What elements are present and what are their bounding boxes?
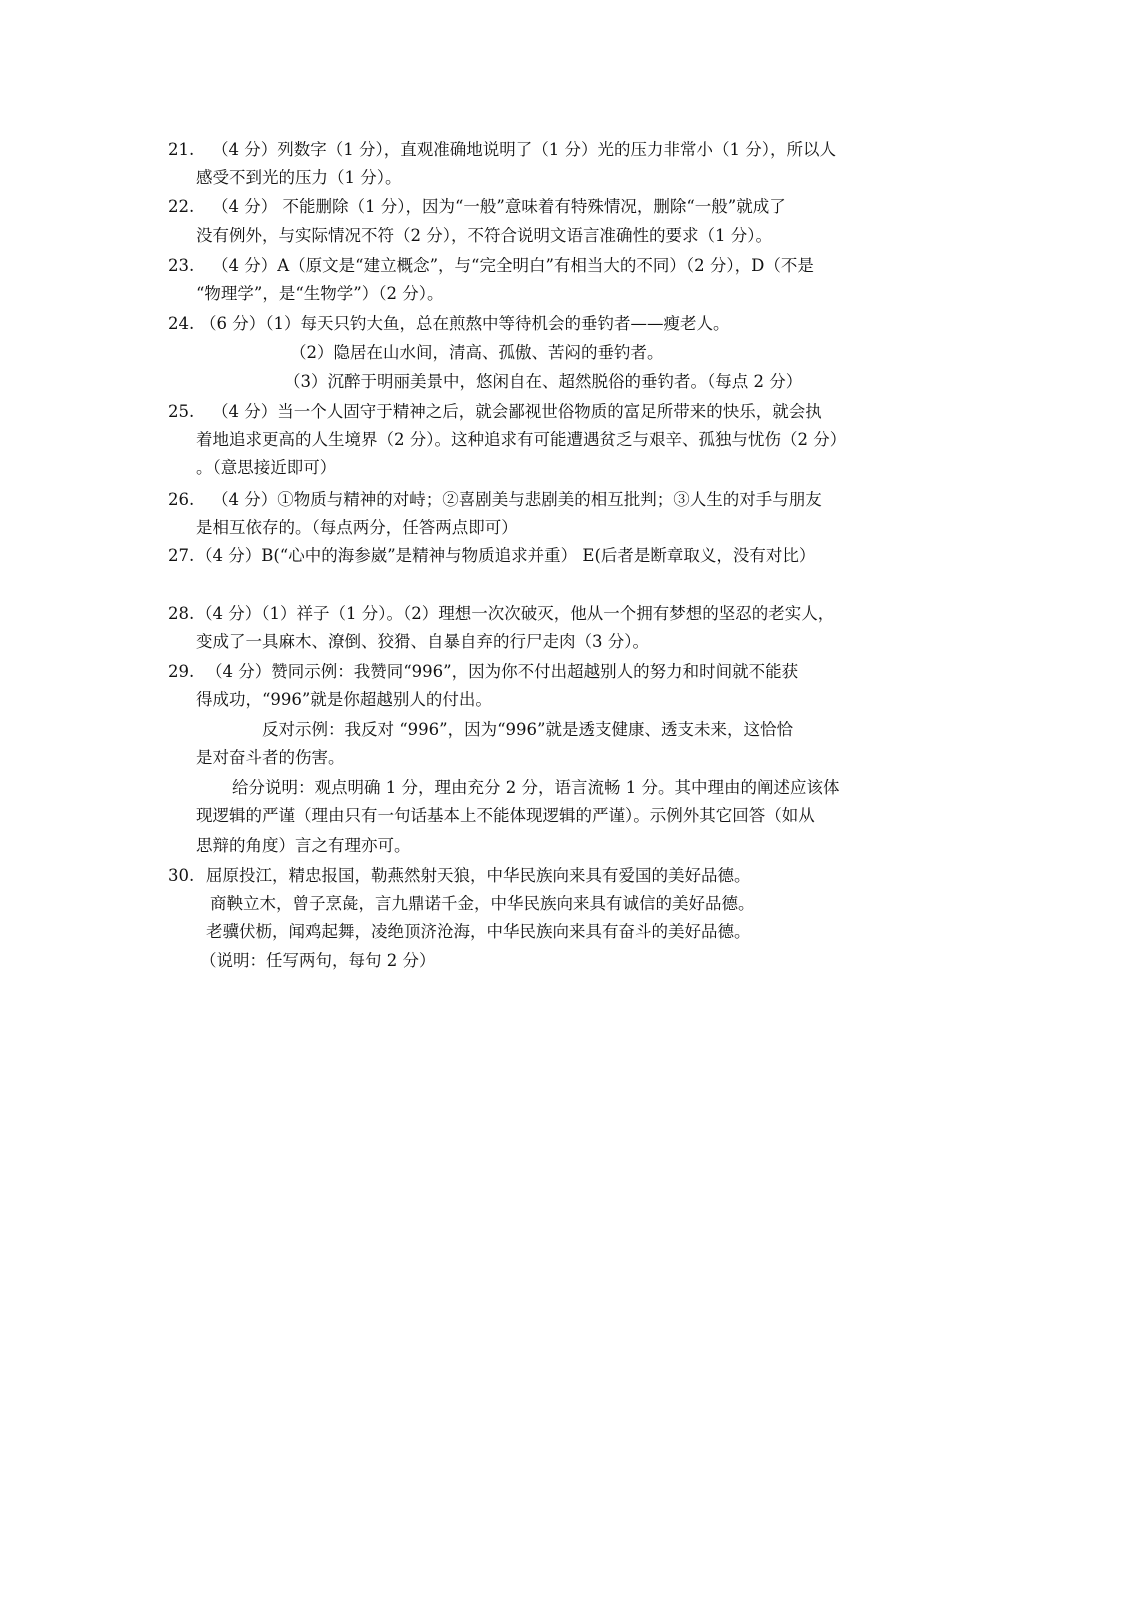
answer-29-line-6: 现逻辑的严谨（理由只有一句话基本上不能体现逻辑的严谨）。示例外其它回答（如从 (196, 806, 815, 825)
answer-29-line-1: （4 分）赞同示例：我赞同“996”，因为你不付出超越别人的努力和时间就不能获 (206, 662, 799, 681)
answer-30-line-1: 屈原投江，精忠报国，勒燕然射天狼，中华民族向来具有爱国的美好品德。 (206, 866, 751, 885)
answer-25-line-1: （4 分）当一个人固守于精神之后，就会鄙视世俗物质的富足所带来的快乐，就会执 (212, 402, 822, 421)
answer-27-number: 27. (168, 546, 195, 565)
answer-24-line-2: （2）隐居在山水间，清高、孤傲、苦闷的垂钓者。 (290, 343, 664, 362)
answer-29-line-4: 是对奋斗者的伤害。 (196, 748, 345, 767)
answer-21-line-2: 感受不到光的压力（1 分）。 (196, 168, 402, 187)
answer-24-number: 24. (168, 314, 195, 333)
answer-30-number: 30. (168, 866, 195, 885)
answer-28-line-2: 变成了一具麻木、潦倒、狡猾、自暴自弃的行尸走肉（3 分）。 (196, 632, 649, 651)
answer-22-line-1: （4 分） 不能删除（1 分），因为“一般”意味着有特殊情况，删除“一般”就成了 (212, 197, 786, 216)
answer-30-line-3: 老骥伏枥，闻鸡起舞，凌绝顶济沧海，中华民族向来具有奋斗的美好品德。 (206, 922, 751, 941)
answer-22-line-2: 没有例外，与实际情况不符（2 分），不符合说明文语言准确性的要求（1 分）。 (196, 226, 772, 245)
answer-28-line-1: （4 分）（1）祥子（1 分）。（2）理想一次次破灭，他从一个拥有梦想的坚忍的老实人， (196, 604, 835, 623)
answer-29-line-7: 思辩的角度）言之有理亦可。 (196, 836, 411, 855)
answer-26-line-1: （4 分）①物质与精神的对峙；②喜剧美与悲剧美的相互批判；③人生的对手与朋友 (212, 490, 822, 509)
answer-28-number: 28. (168, 604, 195, 623)
answer-23-line-1: （4 分）A（原文是“建立概念”，与“完全明白”有相当大的不同）（2 分），D（不是 (212, 256, 814, 275)
answer-26-number: 26. (168, 490, 195, 509)
answer-24-line-3: （3）沉醉于明丽美景中，悠闲自在、超然脱俗的垂钓者。（每点 2 分） (284, 372, 803, 391)
answer-21-number: 21. (168, 140, 195, 159)
answer-30-line-2: 商鞅立木，曾子烹彘，言九鼎诺千金，中华民族向来具有诚信的美好品德。 (210, 894, 755, 913)
answer-23-line-2: “物理学”，是“生物学”）（2 分）。 (196, 284, 444, 303)
answer-29-line-2: 得成功，“996”就是你超越别人的付出。 (196, 690, 492, 709)
answer-24-line-1: （6 分）（1）每天只钓大鱼，总在煎熬中等待机会的垂钓者——瘦老人。 (200, 314, 730, 333)
answer-25-line-2: 着地追求更高的人生境界（2 分）。这种追求有可能遭遇贫乏与艰辛、孤独与忧伤（2 分） (196, 430, 847, 449)
answer-29-number: 29. (168, 662, 195, 681)
answer-21-line-1: （4 分）列数字（1 分），直观准确地说明了（1 分）光的压力非常小（1 分），所以人 (212, 140, 836, 159)
answer-26-line-2: 是相互依存的。（每点两分，任答两点即可） (196, 518, 518, 537)
answer-25-number: 25. (168, 402, 195, 421)
answer-23-number: 23. (168, 256, 195, 275)
answer-27-line-1: （4 分）B(“心中的海参崴”是精神与物质追求并重） E(后者是断章取义，没有对比） (196, 546, 816, 565)
answer-25-line-3: 。（意思接近即可） (196, 458, 337, 477)
answer-22-number: 22. (168, 197, 195, 216)
answer-30-line-4: （说明：任写两句，每句 2 分） (200, 951, 436, 970)
answer-29-line-5: 给分说明：观点明确 1 分，理由充分 2 分，语言流畅 1 分。其中理由的阐述应该体 (232, 778, 840, 797)
answer-29-line-3: 反对示例：我反对 “996”，因为“996”就是透支健康、透支未来，这恰恰 (262, 720, 793, 739)
